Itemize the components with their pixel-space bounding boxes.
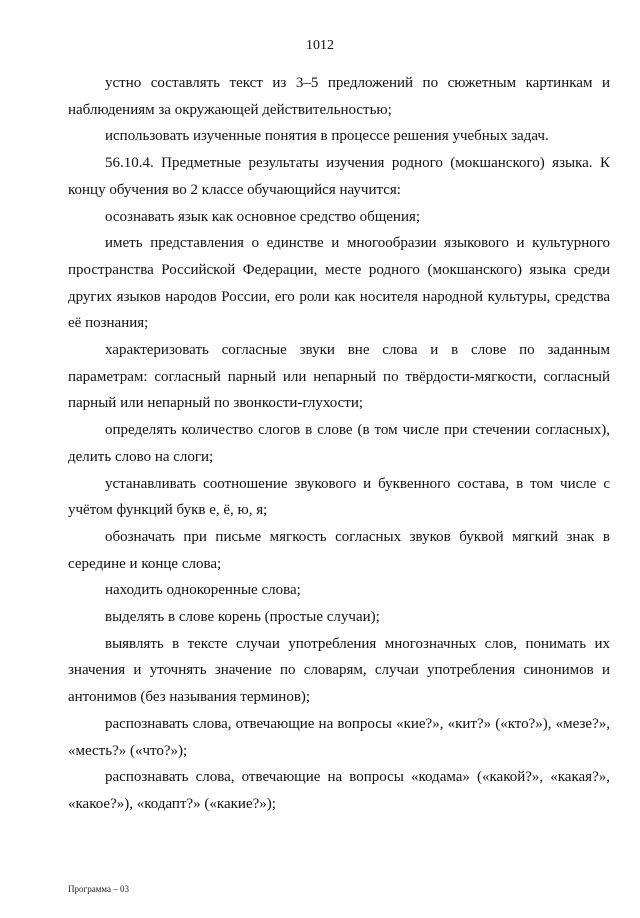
paragraph: определять количество слогов в слове (в том числе при стечении согласных), делить слово на слоги; xyxy=(68,422,610,465)
page-number: 1012 xyxy=(306,38,334,53)
page-footer: Программа – 03 xyxy=(68,884,130,894)
paragraph: обозначать при письме мягкость согласных звуков буквой мягкий знак в середине и конце слова; xyxy=(68,528,610,572)
section-heading-paragraph: 56.10.4. Предметные результаты изучения родного (мокшанского) языка. К концу обучения во 2 классе обучающийся научится: xyxy=(68,155,610,198)
paragraph: устно составлять текст из 3–5 предложений по сюжетным картинкам и наблюдениям за окружающей действительностью; xyxy=(68,75,610,118)
paragraph: иметь представления о единстве и многообразии языкового и культурного пространства Российской Федерации, месте родного (мокшанского) языка среди других языков народов России, его роли как носителя народной культуры, средства её познания; xyxy=(68,235,610,332)
paragraph: выявлять в тексте случаи употребления многозначных слов, понимать их значения и уточнять значение по словарям, случаи употребления синонимов и антонимов (без называния терминов); xyxy=(68,635,610,706)
paragraph: распознавать слова, отвечающие на вопросы «кодама» («какой?», «какая?», «какое?»), «кодапт?» («какие?»); xyxy=(68,769,610,812)
paragraph: характеризовать согласные звуки вне слова и в слове по заданным параметрам: согласный парный или непарный по твёрдости-мягкости, согласный парный или непарный по звонкости-глухости; xyxy=(68,342,610,412)
paragraph: распознавать слова, отвечающие на вопросы «кие?», «кит?» («кто?»), «мезе?», «месть?» («что?»); xyxy=(68,715,610,759)
paragraph: устанавливать соотношение звукового и буквенного состава, в том числе с учётом функций букв е, ё, ю, я; xyxy=(68,475,610,519)
document-body xyxy=(68,70,610,818)
paragraph: находить однокоренные слова; xyxy=(105,582,301,599)
paragraph: осознавать язык как основное средство общения; xyxy=(105,208,421,225)
paragraph: использовать изученные понятия в процессе решения учебных задач. xyxy=(105,128,549,145)
paragraph: выделять в слове корень (простые случаи); xyxy=(105,609,380,626)
